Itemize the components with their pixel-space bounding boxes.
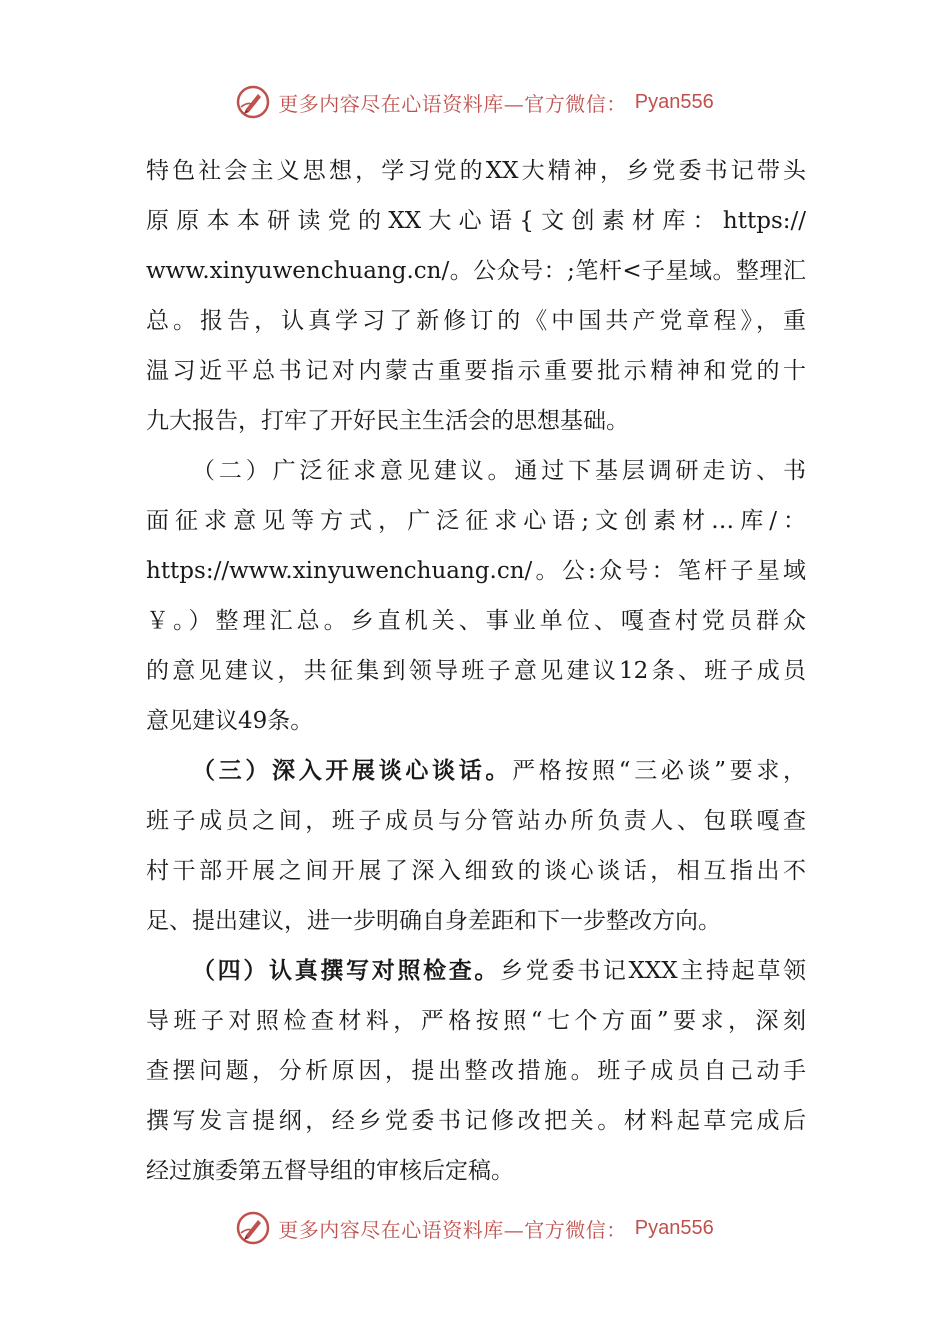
text-span: 乡党委书记XXX主持起草领 — [500, 958, 806, 984]
text-line: 撰写发言提纲，经乡党委书记修改把关。材料起草完成后 — [146, 1108, 806, 1134]
banner-wechat-id: Pyan556 — [634, 90, 714, 113]
paragraph-3 — [146, 746, 806, 946]
text-line: 村干部开展之间开展了深入细致的谈心谈话，相互指出不 — [146, 858, 806, 884]
text-line — [146, 946, 806, 996]
text-line: www.xinyuwenchuang.cn/。公众号：;笔杆<子星域。整理汇 — [146, 258, 806, 284]
text-line: （二）广泛征求意见建议。通过下基层调研走访、书 — [192, 458, 806, 484]
text-line: ￥。）整理汇总。乡直机关、事业单位、嘎查村党员群众 — [146, 608, 806, 634]
text-line: 九大报告，打牢了开好民主生活会的思想基础。 — [146, 408, 629, 434]
text-line: 的意见建议，共征集到领导班子意见建议12条、班子成员 — [146, 658, 806, 684]
paragraph-4 — [146, 946, 806, 1196]
banner-text: 更多内容尽在心语资料库—官方微信： — [278, 1217, 627, 1242]
text-line: 足、提出建议，进一步明确自身差距和下一步整改方向。 — [146, 908, 721, 934]
pen-logo-icon — [236, 85, 270, 119]
banner-wechat-id: Pyan556 — [634, 1216, 714, 1239]
text-line: 特色社会主义思想，学习党的XX大精神，乡党委书记带头 — [146, 158, 806, 184]
footer-banner — [0, 1208, 950, 1248]
text-line: 温习近平总书记对内蒙古重要指示重要批示精神和党的十 — [146, 358, 806, 384]
text-line: 意见建议49条。 — [146, 708, 314, 734]
document-body — [146, 146, 806, 1196]
text-line: 经过旗委第五督导组的审核后定稿。 — [146, 1158, 514, 1184]
text-line — [146, 746, 806, 796]
section-heading: （四）认真撰写对照检查。 — [192, 957, 501, 984]
text-span: 严格按照“三必谈”要求， — [512, 758, 806, 784]
text-line: 总。报告，认真学习了新修订的《中国共产党章程》，重 — [146, 308, 806, 334]
paragraph-2 — [146, 446, 806, 746]
text-line: https://www.xinyuwenchuang.cn/。公:众号：笔杆子星域 — [146, 558, 806, 584]
text-line: 原原本本研读党的XX大心语{文创素材库：https:// — [146, 208, 806, 234]
text-line: 面征求意见等方式，广泛征求心语;文创素材…库/： — [146, 508, 806, 534]
paragraph-1 — [146, 146, 806, 446]
pen-logo-icon — [236, 1211, 270, 1245]
text-line: 查摆问题，分析原因，提出整改措施。班子成员自己动手 — [146, 1058, 806, 1084]
section-heading: （三）深入开展谈心谈话。 — [192, 757, 513, 784]
banner-text: 更多内容尽在心语资料库—官方微信： — [278, 91, 627, 116]
text-line: 导班子对照检查材料，严格按照“七个方面”要求，深刻 — [146, 1008, 806, 1034]
header-banner — [0, 82, 950, 122]
text-line: 班子成员之间，班子成员与分管站办所负责人、包联嘎查 — [146, 808, 806, 834]
